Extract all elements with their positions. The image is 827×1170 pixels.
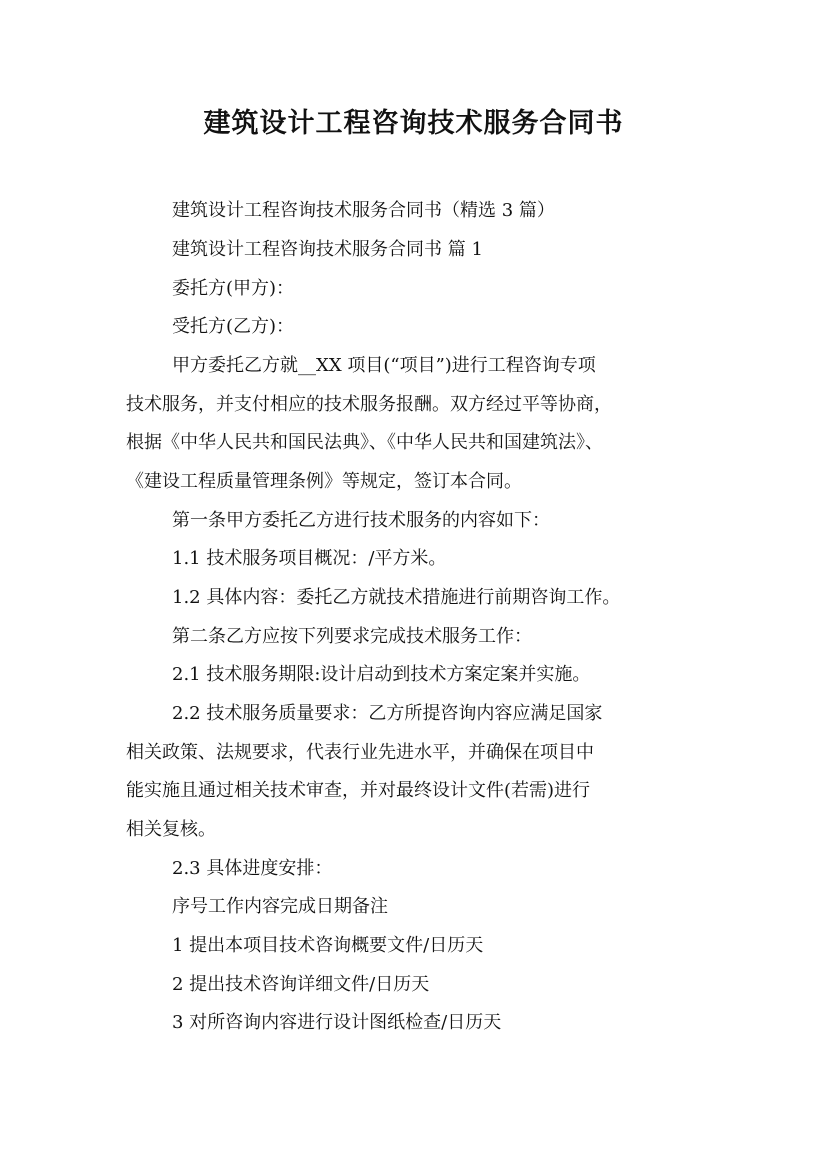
schedule-row: 1 提出本项目技术咨询概要文件/日历天 [172,935,484,956]
party-b-line: 受托方(乙方)： [172,316,295,337]
article-heading: 第二条乙方应按下列要求完成技术服务工作： [172,626,532,647]
subtitle-line: 建筑设计工程咨询技术服务合同书（精选 3 篇） [172,200,555,221]
schedule-header: 序号工作内容完成日期备注 [172,896,388,917]
paragraph-line: 能实施且通过相关技术审查，并对最终设计文件(若需)进行 [126,780,591,801]
clause-line: 2.3 具体进度安排： [172,858,333,879]
document-title: 建筑设计工程咨询技术服务合同书 [203,108,624,139]
paragraph-line: 甲方委托乙方就__XX 项目(“项目”)进行工程咨询专项 [172,355,596,376]
paragraph-line: 相关复核。 [126,819,216,840]
clause-line: 2.2 技术服务质量要求：乙方所提咨询内容应满足国家 [172,703,603,724]
article-heading: 第一条甲方委托乙方进行技术服务的内容如下： [172,510,550,531]
party-a-line: 委托方(甲方)： [172,278,295,299]
clause-line: 1.1 技术服务项目概况：/平方米。 [172,548,447,569]
paragraph-line: 根据《中华人民共和国民法典》、《中华人民共和国建筑法》、 [126,432,603,453]
paragraph-line: 《建设工程质量管理条例》等规定，签订本合同。 [126,471,522,492]
schedule-row: 3 对所咨询内容进行设计图纸检查/日历天 [172,1012,502,1033]
schedule-row: 2 提出技术咨询详细文件/日历天 [172,974,430,995]
section-heading: 建筑设计工程咨询技术服务合同书 篇 1 [172,239,483,260]
clause-line: 2.1 技术服务期限:设计启动到技术方案定案并实施。 [172,664,591,685]
clause-line: 1.2 具体内容：委托乙方就技术措施进行前期咨询工作。 [172,587,621,608]
paragraph-line: 相关政策、法规要求，代表行业先进水平，并确保在项目中 [126,742,594,763]
paragraph-line: 技术服务，并支付相应的技术服务报酬。双方经过平等协商， [126,394,612,415]
